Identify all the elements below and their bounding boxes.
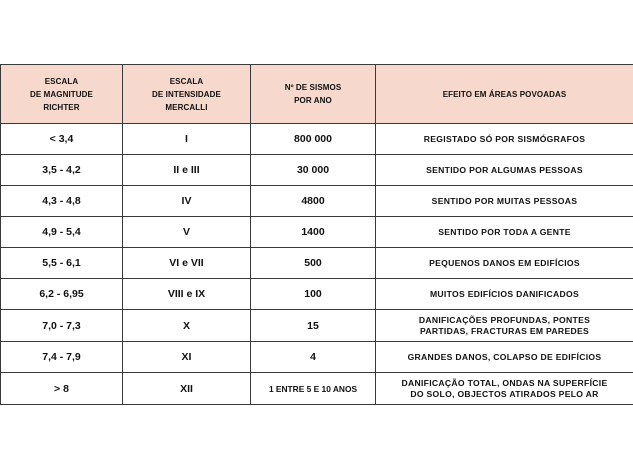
header-row xyxy=(1,65,633,124)
efeito-line: PARTIDAS, FRACTURAS EM PAREDES xyxy=(419,325,590,336)
richter-cell: 6,2 - 6,95 xyxy=(1,279,123,310)
sismos-cell: 4 xyxy=(251,342,376,373)
header-line: ESCALA xyxy=(44,76,79,86)
header-line: EFEITO EM ÁREAS POVOADAS xyxy=(442,89,567,99)
header-mercalli xyxy=(123,65,251,124)
mercalli-cell: IV xyxy=(123,186,251,217)
header-line: MERCALLI xyxy=(165,102,208,112)
efeito-line: DANIFICAÇÕES PROFUNDAS, PONTES xyxy=(418,314,591,325)
richter-cell: 5,5 - 6,1 xyxy=(1,248,123,279)
earthquake-scale-table xyxy=(0,64,633,405)
table-row xyxy=(1,124,633,155)
mercalli-cell: VIII e IX xyxy=(123,279,251,310)
mercalli-cell: I xyxy=(123,124,251,155)
table-row xyxy=(1,373,633,405)
sismos-cell: 1 ENTRE 5 E 10 ANOS xyxy=(251,373,376,405)
richter-cell: 7,4 - 7,9 xyxy=(1,342,123,373)
efeito-line: PEQUENOS DANOS EM EDIFÍCIOS xyxy=(429,257,580,268)
mercalli-cell: VI e VII xyxy=(123,248,251,279)
header-line: POR ANO xyxy=(294,96,332,105)
efeito-cell xyxy=(376,310,633,342)
table-row xyxy=(1,155,633,186)
efeito-cell xyxy=(376,248,633,279)
richter-cell: > 8 xyxy=(1,373,123,405)
table-row xyxy=(1,248,633,279)
efeito-cell xyxy=(376,186,633,217)
mercalli-cell: X xyxy=(123,310,251,342)
header-line: Nº DE SISMOS xyxy=(284,83,342,92)
earthquake-scale-table-container xyxy=(0,64,633,405)
efeito-line: SENTIDO POR ALGUMAS PESSOAS xyxy=(426,164,583,175)
efeito-cell xyxy=(376,342,633,373)
table-body xyxy=(1,124,633,405)
header-line: RICHTER xyxy=(43,102,80,112)
table-header xyxy=(1,65,633,124)
efeito-line: DANIFICAÇÃO TOTAL, ONDAS NA SUPERFÍCIE xyxy=(401,377,608,388)
header-sismos xyxy=(251,65,376,124)
efeito-cell xyxy=(376,155,633,186)
sismos-cell: 100 xyxy=(251,279,376,310)
sismos-cell: 15 xyxy=(251,310,376,342)
efeito-line: SENTIDO POR MUITAS PESSOAS xyxy=(431,195,578,206)
table-row xyxy=(1,310,633,342)
richter-cell: < 3,4 xyxy=(1,124,123,155)
header-efeito xyxy=(376,65,633,124)
table-row xyxy=(1,217,633,248)
efeito-cell xyxy=(376,124,633,155)
table-row xyxy=(1,342,633,373)
sismos-cell: 4800 xyxy=(251,186,376,217)
header-richter xyxy=(1,65,123,124)
sismos-cell: 30 000 xyxy=(251,155,376,186)
efeito-cell xyxy=(376,217,633,248)
richter-cell: 4,9 - 5,4 xyxy=(1,217,123,248)
header-line: DE INTENSIDADE xyxy=(152,89,221,99)
mercalli-cell: XI xyxy=(123,342,251,373)
efeito-cell xyxy=(376,279,633,310)
sismos-cell: 1400 xyxy=(251,217,376,248)
richter-cell: 7,0 - 7,3 xyxy=(1,310,123,342)
sismos-cell: 800 000 xyxy=(251,124,376,155)
table-row xyxy=(1,186,633,217)
mercalli-cell: II e III xyxy=(123,155,251,186)
efeito-cell xyxy=(376,373,633,405)
header-line: DE MAGNITUDE xyxy=(30,89,93,99)
table-row xyxy=(1,279,633,310)
sismos-cell: 500 xyxy=(251,248,376,279)
efeito-line: SENTIDO POR TODA A GENTE xyxy=(438,226,571,237)
efeito-line: DO SOLO, OBJECTOS ATIRADOS PELO AR xyxy=(410,388,599,399)
richter-cell: 4,3 - 4,8 xyxy=(1,186,123,217)
efeito-line: REGISTADO SÓ POR SISMÓGRAFOS xyxy=(423,133,586,144)
richter-cell: 3,5 - 4,2 xyxy=(1,155,123,186)
header-line: ESCALA xyxy=(169,76,204,86)
efeito-line: MUITOS EDIFÍCIOS DANIFICADOS xyxy=(429,288,580,299)
efeito-line: GRANDES DANOS, COLAPSO DE EDIFÍCIOS xyxy=(407,351,602,362)
mercalli-cell: V xyxy=(123,217,251,248)
mercalli-cell: XII xyxy=(123,373,251,405)
